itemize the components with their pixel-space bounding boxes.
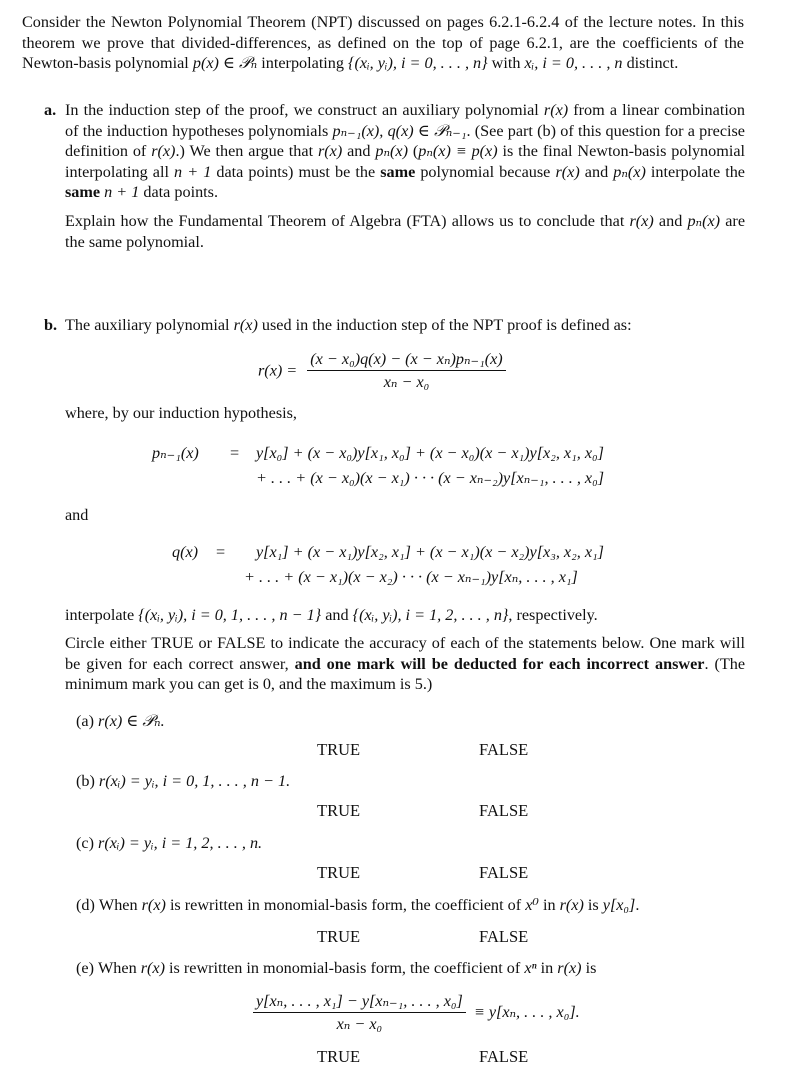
part-a-explain: Explain how the Fundamental Theorem of Algebra (FTA) allows us to conclude that r(x) and pₙ(x) are the same polynomial. bbox=[65, 212, 745, 251]
statement-d-false[interactable]: FALSE bbox=[479, 927, 529, 946]
part-b-label: b. bbox=[44, 316, 58, 334]
and-text: and bbox=[65, 506, 89, 524]
statement-c-false[interactable]: FALSE bbox=[479, 863, 529, 882]
part-a-label: a. bbox=[44, 101, 57, 119]
interpolate-text: interpolate {(xᵢ, yᵢ), i = 0, 1, . . . , n − 1} and {(xᵢ, yᵢ), i = 1, 2, . . . , n}, respectively. bbox=[65, 606, 598, 624]
statement-c-true[interactable]: TRUE bbox=[317, 863, 361, 882]
q-line1: y[x₁] + (x − x₁)y[x₂, x₁] + (x − x₁)(x − x₂)y[x₃, x₂, x₁] bbox=[256, 543, 604, 561]
statement-b-true[interactable]: TRUE bbox=[317, 801, 361, 820]
statement-a-false[interactable]: FALSE bbox=[479, 740, 529, 759]
intro-paragraph: Consider the Newton Polynomial Theorem (NPT) discussed on pages 6.2.1-6.2.4 of the lecture notes. In this theorem we prove that divided-differences, as defined on the top of page 6.2.1, are the coefficients of the Newton-basis polynomial p(x) ∈ 𝒫ₙ interpolating {(xᵢ, yᵢ), i = 0, . . . , n} with xᵢ, i = 0, . . . , n distinct. bbox=[22, 13, 744, 72]
statement-e: (e) When r(x) is rewritten in monomial-basis form, the coefficient of xⁿ in r(x) is bbox=[76, 959, 597, 977]
math-xi: xᵢ, i = 0, . . . , n bbox=[524, 54, 623, 72]
statement-a-true[interactable]: TRUE bbox=[317, 740, 361, 759]
math-p-in-Pn: p(x) ∈ 𝒫ₙ bbox=[192, 54, 258, 72]
statement-e-fraction: $\frac{\text{y[xₙ, . . . , x₁] − y[xₙ₋₁, . . . , x₀]}}{\text{xₙ − x₀}}$ ≡ y[xₙ, . . . , x₀]. bbox=[253, 990, 580, 1035]
q-line2: + . . . + (x − x₁)(x − x₂) · · · (x − xₙ₋₁)y[xₙ, . . . , x₁] bbox=[244, 568, 578, 586]
instructions: Circle either TRUE or FALSE to indicate the accuracy of each of the statements below. One mark will be given for each correct answer, and one mark will be deducted for each incorrect answer. (The minimum mark you can get is 0, and the maximum is 5.) bbox=[65, 634, 745, 693]
where-text: where, by our induction hypothesis, bbox=[65, 404, 297, 422]
statement-c: (c) r(xᵢ) = yᵢ, i = 1, 2, . . . , n. bbox=[76, 834, 263, 852]
q-lhs: q(x) bbox=[172, 543, 199, 561]
p-line1: y[x₀] + (x − x₀)y[x₁, x₀] + (x − x₀)(x − x₁)y[x₂, x₁, x₀] bbox=[256, 444, 604, 462]
statement-e-true[interactable]: TRUE bbox=[317, 1047, 361, 1066]
statement-d: (d) When r(x) is rewritten in monomial-basis form, the coefficient of x⁰ in r(x) is y[x₀]. bbox=[76, 896, 640, 914]
part-a-question: In the induction step of the proof, we construct an auxiliary polynomial r(x) from a linear combination of the induction hypotheses polynomials pₙ₋₁(x), q(x) ∈ 𝒫ₙ₋₁. (See part (b) of this question for a precise definition of r(x).) We then argue that r(x) and pₙ(x) (pₙ(x) ≡ p(x) is the final Newton-basis polynomial interpolating all n + 1 data points) must be the same polynomial because r(x) and pₙ(x) interpolate the same n + 1 data points. bbox=[65, 101, 746, 201]
p-eq: = bbox=[230, 444, 240, 462]
math-data-set: {(xᵢ, yᵢ), i = 0, . . . , n} bbox=[348, 54, 488, 72]
statement-b: (b) r(xᵢ) = yᵢ, i = 0, 1, . . . , n − 1. bbox=[76, 772, 291, 790]
statement-b-false[interactable]: FALSE bbox=[479, 801, 529, 820]
part-b-intro: The auxiliary polynomial r(x) used in the induction step of the NPT proof is defined as: bbox=[65, 316, 632, 334]
statement-d-true[interactable]: TRUE bbox=[317, 927, 361, 946]
q-eq: = bbox=[216, 543, 226, 561]
p-line2: + . . . + (x − x₀)(x − x₁) · · · (x − xₙ₋₂)y[xₙ₋₁, . . . , x₀] bbox=[256, 469, 605, 487]
r-definition-equation: r(x) = $\frac{\text{(x − x₀)q(x) − (x − xₙ)pₙ₋₁(x)}}{\text{xₙ − x₀}}$ bbox=[258, 348, 506, 393]
statement-a: (a) r(x) ∈ 𝒫ₙ. bbox=[76, 712, 165, 730]
statement-e-false[interactable]: FALSE bbox=[479, 1047, 529, 1066]
p-lhs: pₙ₋₁(x) bbox=[152, 444, 199, 462]
